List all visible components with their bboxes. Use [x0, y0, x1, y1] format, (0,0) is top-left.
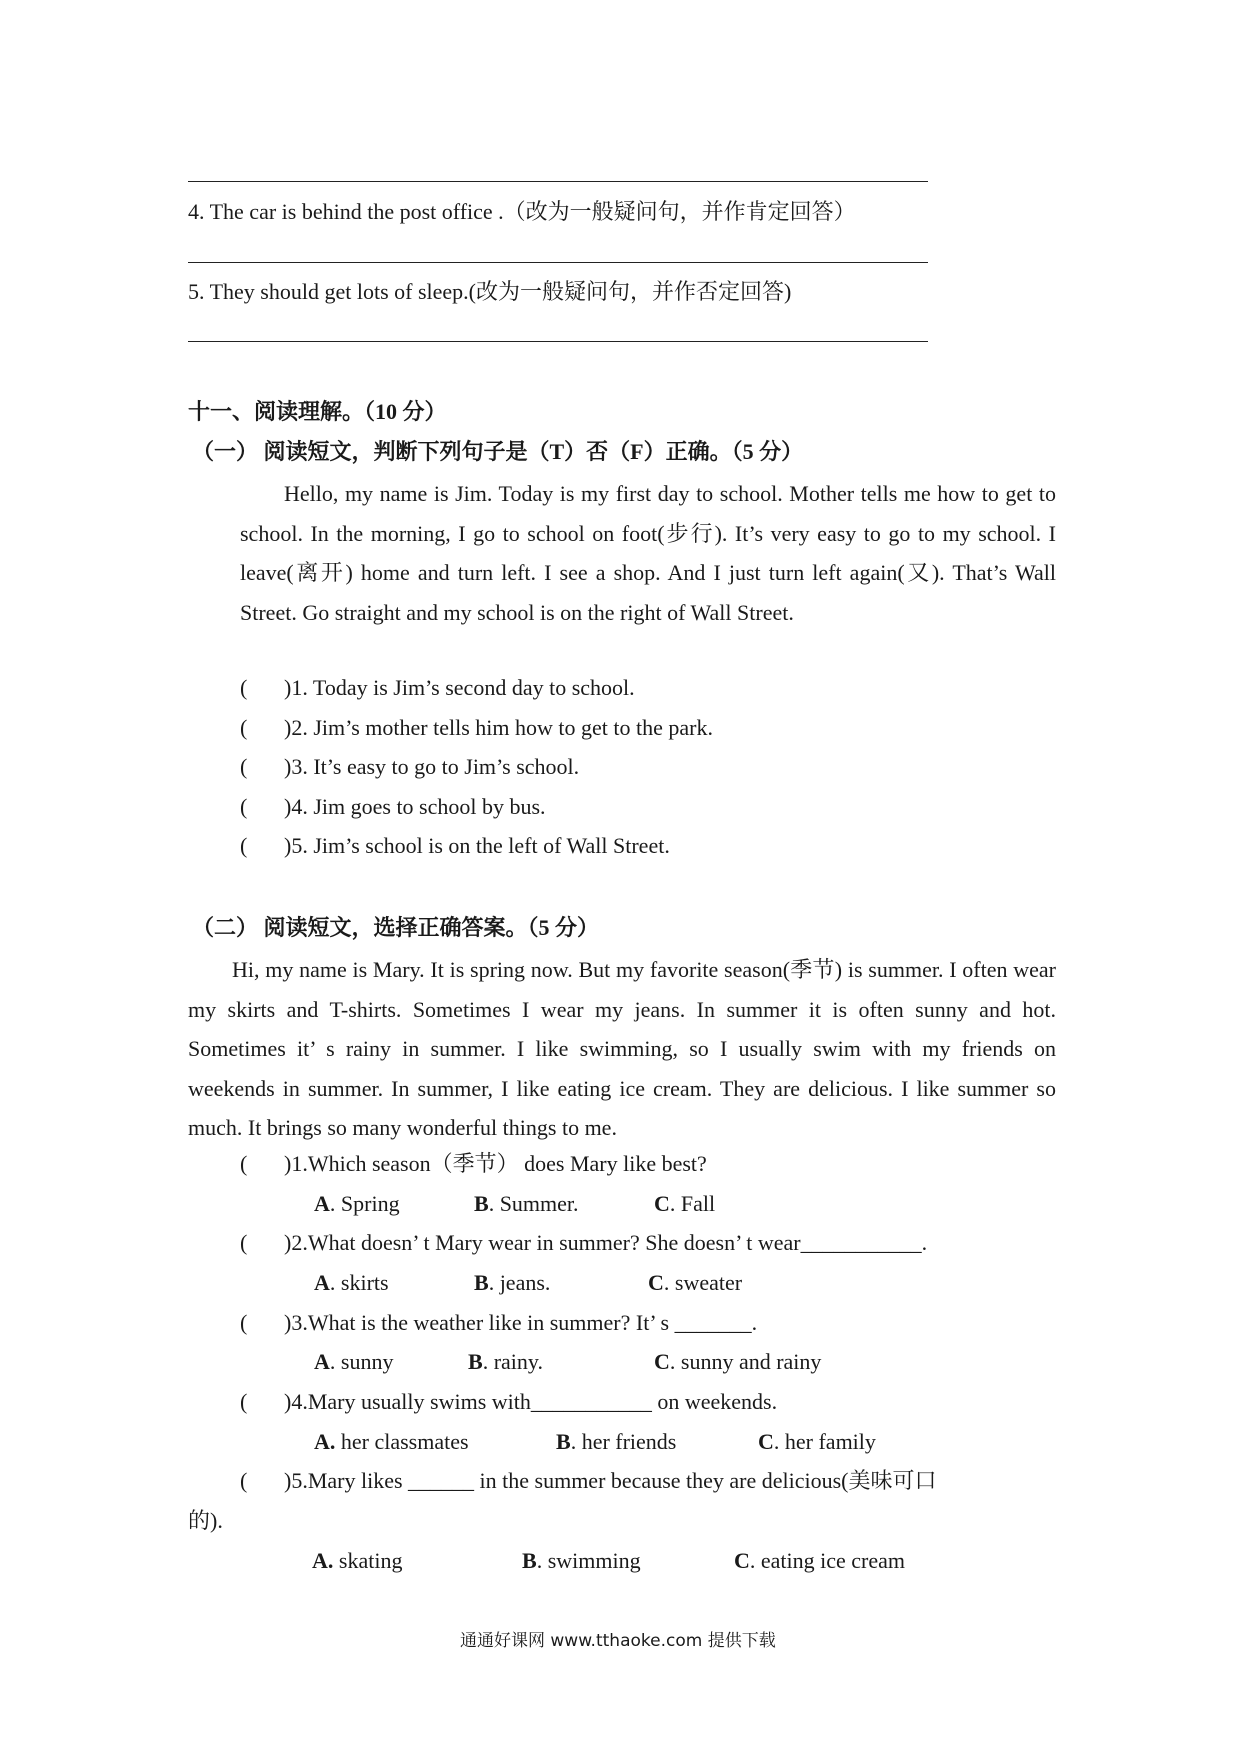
- option-text: . skirts: [329, 1270, 389, 1295]
- option-text: . sweater: [663, 1270, 743, 1295]
- part2-title: （二） 阅读短文，选择正确答案。（5 分）: [192, 915, 600, 940]
- part1-passage: [240, 474, 1056, 632]
- option-b: [474, 1269, 550, 1297]
- answer-paren: (: [240, 1389, 248, 1414]
- option-text: . rainy.: [482, 1349, 543, 1374]
- option-a: [312, 1547, 402, 1575]
- option-a: [314, 1190, 400, 1218]
- option-text: . Summer.: [488, 1191, 579, 1216]
- option-c: [758, 1428, 876, 1456]
- answer-line-4: [188, 262, 928, 263]
- answer-paren: (: [240, 715, 248, 740]
- answer-paren: (: [240, 1310, 248, 1335]
- option-a: [314, 1269, 389, 1297]
- list-item: )3.What is the weather like in summer? It’ s _______.: [284, 1310, 758, 1335]
- part1-title: （一） 阅读短文，判断下列句子是（T）否（F）正确。（5 分）: [192, 439, 804, 464]
- option-c: [734, 1547, 905, 1575]
- option-letter: C: [758, 1429, 774, 1454]
- option-text: . her friends: [570, 1429, 677, 1454]
- answer-paren: (: [240, 1230, 248, 1255]
- option-letter: C: [648, 1270, 664, 1295]
- option-letter: B: [468, 1349, 483, 1374]
- option-b: [522, 1547, 641, 1575]
- option-letter: A: [314, 1349, 330, 1374]
- option-c: [648, 1269, 742, 1297]
- option-b: [468, 1348, 543, 1376]
- answer-paren: (: [240, 833, 248, 858]
- option-letter: C: [654, 1349, 670, 1374]
- option-c: [654, 1190, 715, 1218]
- list-item: )4.Mary usually swims with___________ on weekends.: [284, 1389, 778, 1414]
- list-item: )1.Which season（季节） does Mary like best?: [284, 1151, 707, 1176]
- option-letter: C: [734, 1548, 750, 1573]
- option-text: . jeans.: [488, 1270, 551, 1295]
- option-letter: B: [474, 1270, 489, 1295]
- part2-passage-text: Hi, my name is Mary. It is spring now. But my favorite season(季节) is summer. I often wear my skirts and T-shirts. Sometimes I wear my jeans. In summer it is often sunny and hot. Sometimes it’ s rainy in summer. I like swimming, so I usually swim with my friends on weekends in summer. In summer, I like eating ice cream. They are delicious. I like summer so much. It brings so many wonderful things to me.: [188, 957, 1056, 1141]
- option-text: . her family: [773, 1429, 876, 1454]
- option-letter: C: [654, 1191, 670, 1216]
- option-text: . Fall: [669, 1191, 716, 1216]
- part2-passage: [188, 950, 1056, 1148]
- answer-paren: (: [240, 675, 248, 700]
- list-item: )5.Mary likes ______ in the summer because they are delicious(美味可口: [284, 1468, 937, 1493]
- list-item-continuation: 的).: [188, 1508, 223, 1533]
- list-item: )2.What doesn’ t Mary wear in summer? She doesn’ t wear___________.: [284, 1230, 928, 1255]
- answer-paren: (: [240, 754, 248, 779]
- option-c: [654, 1348, 821, 1376]
- option-b: [474, 1190, 579, 1218]
- option-text: skating: [333, 1548, 403, 1573]
- option-letter: B: [556, 1429, 571, 1454]
- option-letter: A: [314, 1270, 330, 1295]
- answer-paren: (: [240, 1468, 248, 1493]
- option-text: her classmates: [335, 1429, 469, 1454]
- answer-paren: (: [240, 794, 248, 819]
- list-item: )5. Jim’s school is on the left of Wall Street.: [284, 833, 670, 858]
- option-letter: B: [522, 1548, 537, 1573]
- option-letter: A: [314, 1191, 330, 1216]
- section-title: 十一、阅读理解。（10 分）: [188, 399, 447, 424]
- option-text: . eating ice cream: [749, 1548, 906, 1573]
- list-item: )1. Today is Jim’s second day to school.: [284, 675, 635, 700]
- answer-line-3: [188, 181, 928, 182]
- option-letter: B: [474, 1191, 489, 1216]
- option-text: . sunny: [329, 1349, 394, 1374]
- option-a: [314, 1428, 469, 1456]
- rewrite-question-4: 4. The car is behind the post office .（改为一般疑问句，并作肯定回答）: [188, 199, 856, 224]
- option-letter: A.: [312, 1548, 334, 1573]
- option-text: . Spring: [329, 1191, 400, 1216]
- option-a: [314, 1348, 393, 1376]
- rewrite-question-5: 5. They should get lots of sleep.(改为一般疑问句，并作否定回答): [188, 279, 792, 304]
- option-letter: A.: [314, 1429, 336, 1454]
- part1-passage-text: Hello, my name is Jim. Today is my first day to school. Mother tells me how to get to school. In the morning, I go to school on foot(步行). It’s very easy to go to my school. I leave(离开) home and turn left. I see a shop. And I just turn left again(又). That’s Wall Street. Go straight and my school is on the right of Wall Street.: [240, 481, 1056, 625]
- list-item: )2. Jim’s mother tells him how to get to the park.: [284, 715, 713, 740]
- option-b: [556, 1428, 676, 1456]
- option-text: . swimming: [536, 1548, 641, 1573]
- list-item: )4. Jim goes to school by bus.: [284, 794, 546, 819]
- list-item: )3. It’s easy to go to Jim’s school.: [284, 754, 580, 779]
- answer-line-5: [188, 341, 928, 342]
- answer-paren: (: [240, 1151, 248, 1176]
- page-footer: 通通好课网 www.tthaoke.com 提供下载: [460, 1631, 776, 1651]
- option-text: . sunny and rainy: [669, 1349, 822, 1374]
